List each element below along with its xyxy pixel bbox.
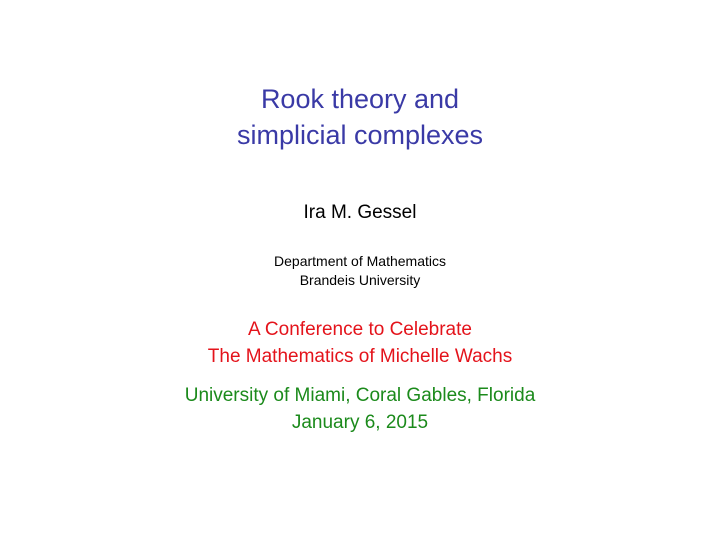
- slide-title-line-2: simplicial complexes: [236, 120, 484, 150]
- venue-location: University of Miami, Coral Gables, Florida: [184, 385, 536, 406]
- slide-title-line-1: Rook theory and: [260, 84, 460, 114]
- author-university: Brandeis University: [299, 272, 421, 288]
- author-name: Ira M. Gessel: [303, 202, 417, 223]
- venue-date: January 6, 2015: [291, 412, 429, 433]
- conference-name-line-2: The Mathematics of Michelle Wachs: [207, 346, 513, 367]
- author-department: Department of Mathematics: [274, 253, 446, 269]
- conference-name-line-1: A Conference to Celebrate: [248, 319, 472, 340]
